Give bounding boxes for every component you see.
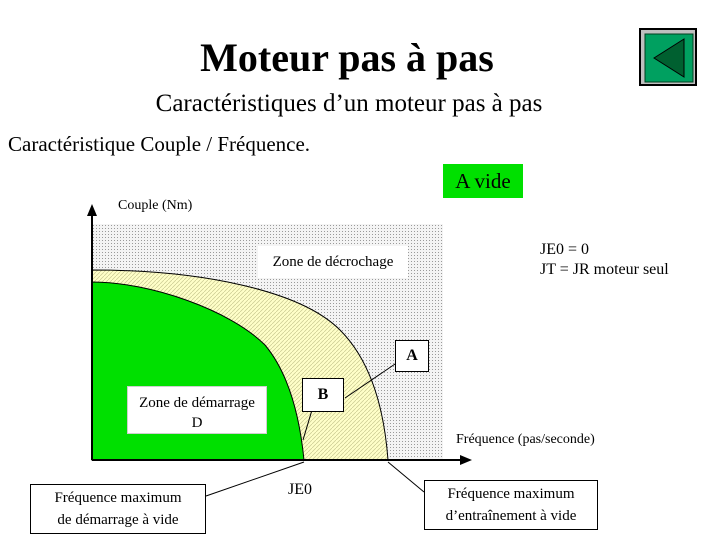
x-axis-label: Fréquence (pas/seconde) [456,432,595,447]
start-zone-label-line1: Zone de démarrage [139,395,255,411]
y-axis-arrow [87,204,97,216]
max-start-frequency-line1: Fréquence maximum [54,490,182,506]
start-zone-label [127,386,267,434]
max-drive-frequency-line2: d’entraînement à vide [445,508,577,524]
je0-label: JE0 [288,481,312,498]
max-start-frequency-line2: de démarrage à vide [57,512,179,528]
point-b-label: B [302,378,344,412]
page-title: Moteur pas à pas [200,35,494,80]
section-heading: Caractéristique Couple / Fréquence. [8,132,311,156]
max-start-frequency-callout [30,484,206,534]
page-subtitle: Caractéristiques d’un moteur pas à pas [155,90,543,117]
inertia-conditions [540,240,669,280]
start-zone-label-line2: D [191,415,203,431]
no-load-badge: A vide [443,164,523,198]
inertia-condition-line1: JE0 = 0 [540,241,590,258]
point-a-label: A [395,340,429,372]
y-axis-label: Couple (Nm) [118,198,193,213]
max-drive-frequency-line1: Fréquence maximum [447,486,575,502]
leader-fmax-entrainement [388,462,424,492]
max-drive-frequency-callout [424,480,598,530]
x-axis-arrow [460,455,472,465]
inertia-condition-line2: JT = JR moteur seul [540,261,669,278]
pullout-zone-label: Zone de décrochage [258,246,408,278]
